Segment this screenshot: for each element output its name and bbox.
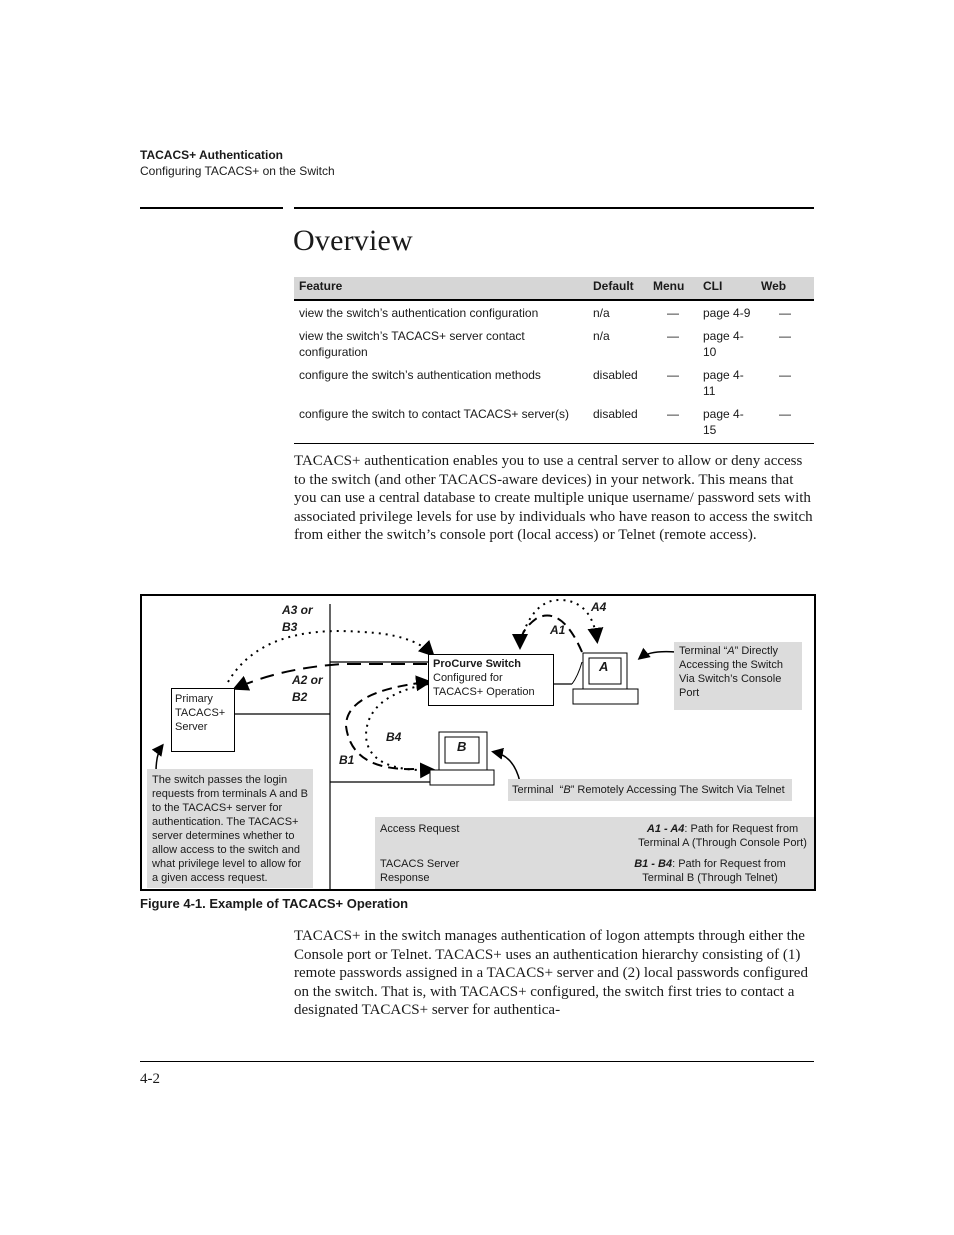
menu-cell: — [667,407,679,421]
legend-b-path: B1 - B4: Path for Request from Terminal B (Through Telnet) [634,858,786,884]
running-header-title: TACACS+ Authentication [140,148,283,162]
feature-cell: view the switch’s authentication configuration [299,306,539,320]
figure-caption: Figure 4-1. Example of TACACS+ Operation [140,896,409,911]
table-row [294,402,814,444]
web-cell: — [779,329,791,343]
legend-access-request: Access Request [380,823,460,835]
default-cell: disabled [593,368,638,382]
menu-cell: — [667,368,679,382]
page-number: 4-2 [140,1071,160,1087]
terminal-a-note: Terminal “A” Directly Accessing the Switch Via Switch’s Console Port [674,642,802,710]
running-header-subtitle: Configuring TACACS+ on the Switch [140,164,335,178]
cli-cell: page 4-15 [703,407,744,437]
default-cell: disabled [593,407,638,421]
figure-legend [375,817,814,889]
tacacs-operation-figure [140,594,816,891]
intro-paragraph: TACACS+ authentication enables you to use a central server to allow or deny access to the switch (and other TACACS-aware devices) in your network. This means that you can use a central database to create multiple unique username/ password sets with associated privilege levels for use by individuals who have reason to access the switch from either the switch’s console port (local access) or Telnet (remote access). [294,453,813,544]
cli-cell: page 4-10 [703,329,744,359]
feature-cell: view the switch’s TACACS+ server contact configuration [299,329,525,359]
label-a4: A4 [591,600,607,614]
terminal-b-note: Terminal “B” Remotely Accessing The Switch Via Telnet [508,779,792,801]
column-header: CLI [698,277,756,300]
web-cell: — [779,306,791,320]
column-header: Feature [294,277,588,300]
table-header-row [294,277,814,300]
feature-table [294,277,814,444]
label-a1: A1 [550,623,566,637]
feature-cell: configure the switch to contact TACACS+ server(s) [299,407,569,421]
menu-cell: — [667,329,679,343]
footer-rule [140,1061,814,1062]
body-paragraph: TACACS+ in the switch manages authentication of logon attempts through either the Console port or Telnet. TACACS+ uses an authentication hierarchy consisting of (1) remote passwords assigned in a TACACS+ server and (2) local passwords configured on the switch. That is, with TACACS+ configured, the switch first tries to contact a designated TACACS+ server for authentica- [294,928,808,1019]
table-row [294,363,814,402]
label-b1: B1 [339,753,355,767]
default-cell: n/a [593,329,610,343]
column-header: Default [588,277,648,300]
column-header: Web [756,277,814,300]
feature-cell: configure the switch’s authentication methods [299,368,541,382]
table-row [294,324,814,363]
cli-cell: page 4-9 [703,306,751,320]
terminal-a-label: A [599,659,609,674]
legend-server-response: TACACS Server Response [380,858,460,884]
web-cell: — [779,407,791,421]
table-row [294,300,814,324]
menu-cell: — [667,306,679,320]
server-note: The switch passes the login requests from terminals A and B to the TACACS+ server for authentication. The TACACS+ server determines whether to allow access to the switch and what privilege level to allow for a given access request. [147,769,313,888]
web-cell: — [779,368,791,382]
header-rule-right [294,207,814,209]
column-header: Menu [648,277,698,300]
procurve-switch: ProCurve Switch Configured for TACACS+ Operation [428,654,554,706]
default-cell: n/a [593,306,610,320]
terminal-b-label: B [457,739,467,754]
cli-cell: page 4-11 [703,368,744,398]
label-b4: B4 [386,730,402,744]
legend-a-path: A1 - A4: Path for Request from Terminal A (Through Console Port) [638,823,807,849]
page-title: Overview [293,224,413,257]
header-rule-left [140,207,283,209]
label-a3-or-b3: A3 or B3 [282,603,313,634]
label-a2-or-b2: A2 or B2 [292,673,323,704]
primary-tacacs-server: Primary TACACS+ Server [171,688,235,752]
